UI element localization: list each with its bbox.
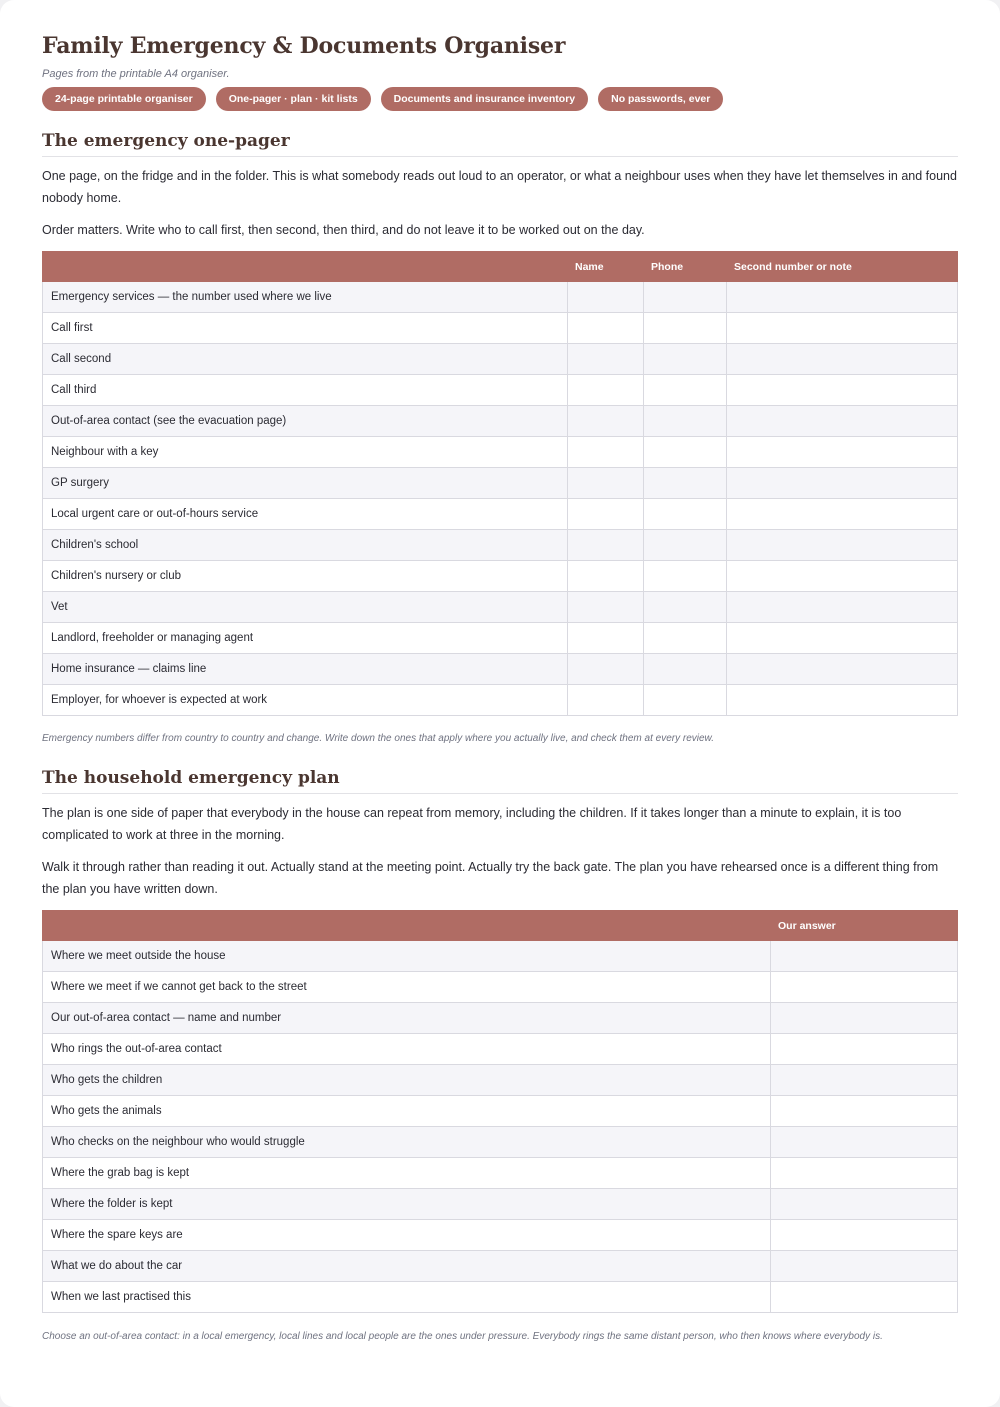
blank-entry-cell <box>771 1127 958 1158</box>
table-row <box>43 972 958 1003</box>
blank-entry-cell <box>644 468 727 499</box>
row-label: Local urgent care or out-of-hours service <box>43 499 568 530</box>
table-row <box>43 313 958 344</box>
blank-entry-cell <box>727 375 958 406</box>
blank-entry-cell <box>771 1282 958 1313</box>
blank-entry-cell <box>644 499 727 530</box>
blank-entry-cell <box>727 592 958 623</box>
row-label: Where we meet outside the house <box>43 941 771 972</box>
table-row <box>43 344 958 375</box>
column-header: Name <box>568 252 644 282</box>
blank-entry-cell <box>727 530 958 561</box>
blank-entry-cell <box>644 282 727 313</box>
section-paragraph: One page, on the fridge and in the folder. This is what somebody reads out loud to an operator, or what a neighbour uses when they have let themselves in and found nobody home. <box>42 169 957 205</box>
row-label: Where the spare keys are <box>43 1220 771 1251</box>
tag-pill: One-pager · plan · kit lists <box>216 87 371 111</box>
row-label: GP surgery <box>43 468 568 499</box>
table-row <box>43 1251 958 1282</box>
row-label: Where the grab bag is kept <box>43 1158 771 1189</box>
table-row <box>43 282 958 313</box>
row-label: Where we meet if we cannot get back to the street <box>43 972 771 1003</box>
blank-entry-cell <box>568 654 644 685</box>
plan-table <box>42 910 958 1313</box>
row-label: Who gets the children <box>43 1065 771 1096</box>
table-row <box>43 592 958 623</box>
blank-entry-cell <box>727 313 958 344</box>
table-header-row <box>43 252 958 282</box>
table-row <box>43 1096 958 1127</box>
row-label: Employer, for whoever is expected at work <box>43 685 568 716</box>
blank-entry-cell <box>727 282 958 313</box>
blank-entry-cell <box>727 406 958 437</box>
blank-entry-cell <box>644 313 727 344</box>
blank-entry-cell <box>727 685 958 716</box>
section-note: Emergency numbers differ from country to country and change. Write down the ones that apply where you actually live, and check them at every review. <box>42 733 715 744</box>
blank-entry-cell <box>771 1189 958 1220</box>
blank-entry-cell <box>568 375 644 406</box>
tag-list <box>42 87 958 111</box>
row-label: Call third <box>43 375 568 406</box>
row-label: Children's school <box>43 530 568 561</box>
row-label: Emergency services — the number used where we live <box>43 282 568 313</box>
table-row <box>43 1158 958 1189</box>
blank-entry-cell <box>568 561 644 592</box>
blank-entry-cell <box>727 468 958 499</box>
tag-pill: Documents and insurance inventory <box>381 87 588 111</box>
blank-entry-cell <box>644 437 727 468</box>
row-label: Our out-of-area contact — name and number <box>43 1003 771 1034</box>
blank-entry-cell <box>727 561 958 592</box>
blank-entry-cell <box>771 941 958 972</box>
row-label: Neighbour with a key <box>43 437 568 468</box>
blank-entry-cell <box>727 499 958 530</box>
section-title-one-pager: The emergency one-pager <box>42 129 958 157</box>
blank-entry-cell <box>727 437 958 468</box>
blank-entry-cell <box>568 437 644 468</box>
row-label: Call second <box>43 344 568 375</box>
row-label: When we last practised this <box>43 1282 771 1313</box>
row-label: Home insurance — claims line <box>43 654 568 685</box>
blank-entry-cell <box>644 344 727 375</box>
section-note: Choose an out-of-area contact: in a local emergency, local lines and local people are the ones under pressure. Everybody rings the same distant person, who then knows where everybody is. <box>42 1331 883 1342</box>
blank-entry-cell <box>644 654 727 685</box>
blank-entry-cell <box>771 972 958 1003</box>
section-paragraph: Walk it through rather than reading it out. Actually stand at the meeting point. Actually try the back gate. The plan you have rehearsed once is a different thing from the plan you have written down. <box>42 860 939 896</box>
blank-entry-cell <box>644 561 727 592</box>
blank-entry-cell <box>568 468 644 499</box>
blank-entry-cell <box>568 344 644 375</box>
blank-entry-cell <box>644 530 727 561</box>
blank-entry-cell <box>771 1096 958 1127</box>
table-row <box>43 1034 958 1065</box>
contacts-table <box>42 251 958 716</box>
table-row <box>43 685 958 716</box>
blank-entry-cell <box>644 375 727 406</box>
row-label: Who gets the animals <box>43 1096 771 1127</box>
table-row <box>43 530 958 561</box>
table-row <box>43 1003 958 1034</box>
table-row <box>43 1065 958 1096</box>
blank-entry-cell <box>727 344 958 375</box>
blank-entry-cell <box>568 406 644 437</box>
table-row <box>43 1127 958 1158</box>
page-title: Family Emergency & Documents Organiser <box>42 33 566 59</box>
table-row <box>43 375 958 406</box>
row-label: Vet <box>43 592 568 623</box>
column-header <box>43 252 568 282</box>
row-label: Children's nursery or club <box>43 561 568 592</box>
blank-entry-cell <box>568 623 644 654</box>
section-paragraph: Order matters. Write who to call first, then second, then third, and do not leave it to be worked out on the day. <box>42 223 645 237</box>
table-row <box>43 406 958 437</box>
table-row <box>43 468 958 499</box>
table-row <box>43 654 958 685</box>
column-header: Our answer <box>771 911 958 941</box>
row-label: Where the folder is kept <box>43 1189 771 1220</box>
blank-entry-cell <box>727 654 958 685</box>
table-row <box>43 499 958 530</box>
table-row <box>43 561 958 592</box>
blank-entry-cell <box>568 685 644 716</box>
blank-entry-cell <box>727 623 958 654</box>
section-title-plan: The household emergency plan <box>42 766 958 794</box>
table-row <box>43 437 958 468</box>
blank-entry-cell <box>568 530 644 561</box>
blank-entry-cell <box>771 1034 958 1065</box>
page-subtitle: Pages from the printable A4 organiser. <box>42 68 230 80</box>
table-row <box>43 1189 958 1220</box>
blank-entry-cell <box>771 1220 958 1251</box>
blank-entry-cell <box>644 623 727 654</box>
blank-entry-cell <box>644 406 727 437</box>
blank-entry-cell <box>644 685 727 716</box>
blank-entry-cell <box>568 592 644 623</box>
blank-entry-cell <box>771 1003 958 1034</box>
row-label: Landlord, freeholder or managing agent <box>43 623 568 654</box>
table-row <box>43 1282 958 1313</box>
row-label: Who rings the out-of-area contact <box>43 1034 771 1065</box>
blank-entry-cell <box>568 313 644 344</box>
table-header-row <box>43 911 958 941</box>
table-row <box>43 941 958 972</box>
blank-entry-cell <box>771 1251 958 1282</box>
blank-entry-cell <box>771 1065 958 1096</box>
tag-pill: 24-page printable organiser <box>42 87 206 111</box>
blank-entry-cell <box>568 499 644 530</box>
table-row <box>43 1220 958 1251</box>
row-label: What we do about the car <box>43 1251 771 1282</box>
column-header: Phone <box>644 252 727 282</box>
tag-pill: No passwords, ever <box>598 87 723 111</box>
row-label: Who checks on the neighbour who would struggle <box>43 1127 771 1158</box>
column-header <box>43 911 771 941</box>
blank-entry-cell <box>644 592 727 623</box>
blank-entry-cell <box>568 282 644 313</box>
column-header: Second number or note <box>727 252 958 282</box>
row-label: Call first <box>43 313 568 344</box>
section-paragraph: The plan is one side of paper that everybody in the house can repeat from memory, including the children. If it takes longer than a minute to explain, it is too complicated to work at three in the morning. <box>42 806 902 842</box>
table-row <box>43 623 958 654</box>
row-label: Out-of-area contact (see the evacuation page) <box>43 406 568 437</box>
blank-entry-cell <box>771 1158 958 1189</box>
